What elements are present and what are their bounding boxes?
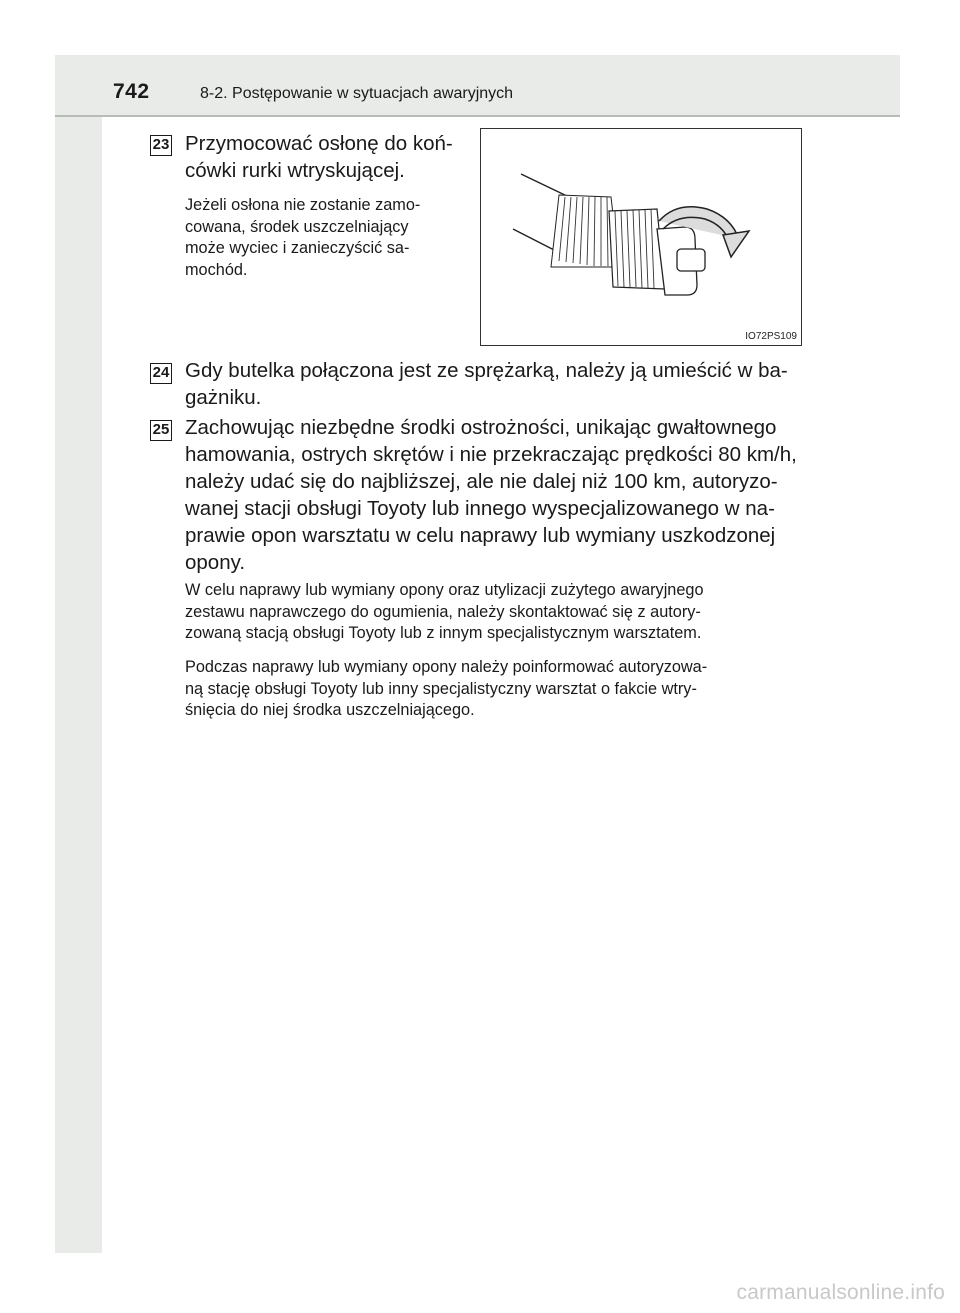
step-badge-24: 24 — [150, 363, 172, 384]
step-23-note-line: może wyciec i zanieczyścić sa- — [185, 239, 410, 257]
step-23-note-line: Jeżeli osłona nie zostanie zamo- — [185, 196, 421, 214]
step-24-line: Gdy butelka połączona jest ze sprężarką, należy ją umieścić w ba- — [185, 359, 788, 382]
cap-attach-rotate-arrow-icon — [481, 129, 803, 347]
step-25-note-1-line: W celu naprawy lub wymiany opony oraz utylizacji zużytego awaryjnego — [185, 581, 704, 599]
page-number: 742 — [113, 80, 150, 103]
step-badge-25: 25 — [150, 420, 172, 441]
step-badge-23: 23 — [150, 135, 172, 156]
step-25-note-2-line: Podczas naprawy lub wymiany opony należy poinformować autoryzowa- — [185, 658, 708, 676]
step-23-line: cówki rurki wtryskującej. — [185, 159, 405, 182]
step-25-note-1-line: zowaną stacją obsługi Toyoty lub z innym specjalistycznym warsztatem. — [185, 624, 702, 642]
step-25-note-1 — [185, 580, 799, 645]
step-25-note-2-line: śnięcia do niej środka uszczelniającego. — [185, 701, 475, 719]
step-25-line: wanej stacji obsługi Toyoty lub innego wyspecjalizowanego w na- — [185, 497, 775, 520]
illustration-cap-attachment — [480, 128, 802, 346]
step-25-note-2-line: ną stację obsługi Toyoty lub inny specjalistyczny warsztat o fakcie wtry- — [185, 679, 697, 698]
header-divider — [55, 115, 900, 117]
watermark: carmanualsonline.info — [736, 1281, 945, 1304]
step-25-note-2 — [185, 657, 799, 722]
step-25-line: należy udać się do najbliższej, ale nie dalej niż 100 km, autoryzo- — [185, 470, 778, 493]
step-23-line: Przymocować osłonę do koń- — [185, 132, 453, 155]
step-25-line: Zachowując niezbędne środki ostrożności, unikając gwałtownego — [185, 416, 777, 439]
step-23-note — [185, 195, 463, 281]
step-24-line: gażniku. — [185, 386, 262, 409]
step-25-note-1-line: zestawu naprawczego do ogumienia, należy skontaktować się z autory- — [185, 602, 701, 621]
step-25-line: prawie opon warsztatu w celu naprawy lub wymiany uszkodzonej — [185, 524, 776, 547]
step-25-line: opony. — [185, 551, 246, 574]
step-25-text — [185, 414, 799, 576]
step-23-text — [185, 130, 463, 184]
section-title: 8-2. Postępowanie w sytuacjach awaryjnych — [200, 85, 514, 102]
step-25-line: hamowania, ostrych skrętów i nie przekraczając prędkości 80 km/h, — [185, 443, 797, 466]
step-23-note-line: mochód. — [185, 260, 248, 279]
illustration-code: IO72PS109 — [745, 331, 797, 342]
step-23-note-line: cowana, środek uszczelniający — [185, 217, 409, 236]
side-margin-band — [55, 55, 102, 1253]
step-24-text — [185, 357, 799, 411]
